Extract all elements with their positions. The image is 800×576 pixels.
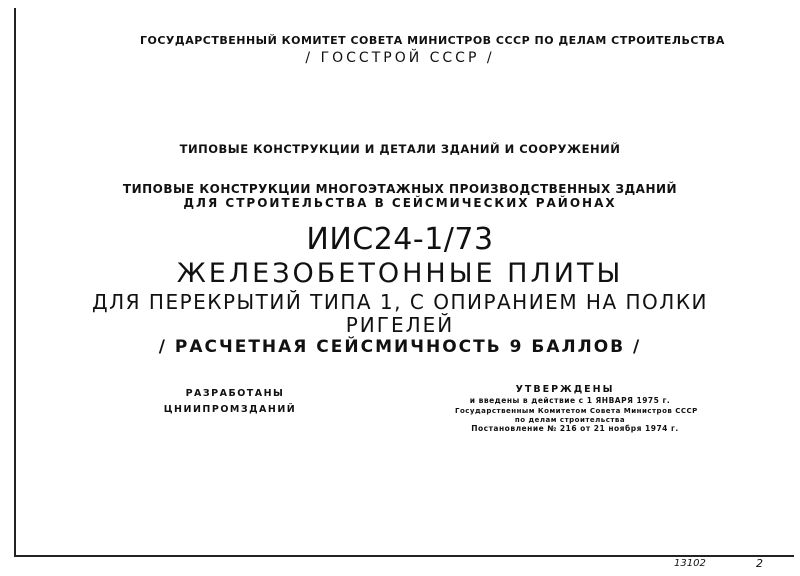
developed-label: РАЗРАБОТАНЫ xyxy=(185,388,285,399)
frame-left-border xyxy=(14,8,16,556)
approved-line-2: Государственным Комитетом Совета Министров СССР xyxy=(455,407,698,415)
developer-org: ЦНИИПРОМЗДАНИЙ xyxy=(163,404,297,415)
footer-document-number: 13102 xyxy=(674,558,706,569)
approved-line-1: и введены в действие с 1 ЯНВАРЯ 1975 г. xyxy=(469,396,671,405)
approved-line-3: по делам строительства xyxy=(514,416,626,424)
subtitle-line-1: ТИПОВЫЕ КОНСТРУКЦИИ МНОГОЭТАЖНЫХ ПРОИЗВОДСТВЕННЫХ ЗДАНИЙ xyxy=(122,182,678,196)
agency-name: ГОСУДАРСТВЕННЫЙ КОМИТЕТ СОВЕТА МИНИСТРОВ СССР ПО ДЕЛАМ СТРОИТЕЛЬСТВА xyxy=(140,34,725,47)
series-title: ТИПОВЫЕ КОНСТРУКЦИИ И ДЕТАЛИ ЗДАНИЙ И СООРУЖЕНИЙ xyxy=(179,142,621,156)
footer-sheet-number: 2 xyxy=(756,557,763,570)
subtitle-line-2: ДЛЯ СТРОИТЕЛЬСТВА В СЕЙСМИЧЕСКИХ РАЙОНАХ xyxy=(183,196,617,210)
document-code: ИИС24-1/73 xyxy=(306,222,494,257)
document-title: ЖЕЛЕЗОБЕТОННЫЕ ПЛИТЫ xyxy=(176,258,624,289)
frame-bottom-border xyxy=(14,555,794,557)
description-line-2: РИГЕЛЕЙ xyxy=(345,313,455,337)
agency-short-name: / ГОССТРОЙ СССР / xyxy=(305,50,495,66)
approved-line-4: Постановление № 216 от 21 ноября 1974 г. xyxy=(471,424,679,433)
seismicity-note: / РАСЧЕТНАЯ СЕЙСМИЧНОСТЬ 9 БАЛЛОВ / xyxy=(158,337,642,357)
description-line-1: ДЛЯ ПЕРЕКРЫТИЙ ТИПА 1, С ОПИРАНИЕМ НА ПОЛКИ xyxy=(91,290,708,314)
approved-label: УТВЕРЖДЕНЫ xyxy=(515,384,615,395)
